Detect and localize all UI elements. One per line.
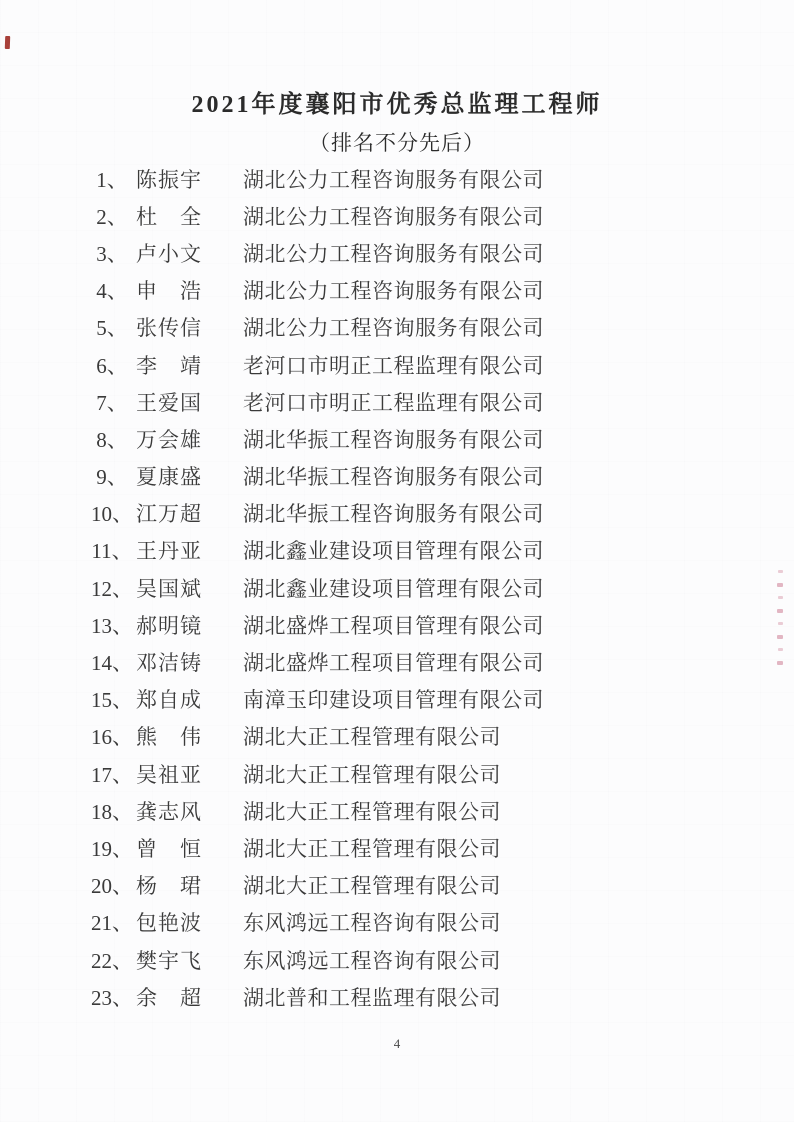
- entry-company: 湖北华振工程咨询服务有限公司: [243, 502, 544, 527]
- list-item: [0, 606, 794, 643]
- entry-number: 5、: [96, 316, 128, 341]
- list-item: [0, 532, 794, 569]
- entry-number: 22、: [91, 948, 133, 973]
- page-title: 2021年度襄阳市优秀总监理工程师: [191, 92, 603, 118]
- scan-artifact-mark: [778, 648, 783, 651]
- entry-name: 李 靖: [136, 353, 202, 378]
- entry-company: 老河口市明正工程监理有限公司: [243, 353, 544, 378]
- entry-name: 万会雄: [136, 427, 202, 452]
- entry-name: 包艳波: [136, 911, 202, 936]
- entry-name: 熊 伟: [136, 725, 202, 750]
- list-item: [0, 420, 794, 457]
- list-item: [0, 383, 794, 420]
- entry-company: 湖北公力工程咨询服务有限公司: [243, 279, 544, 304]
- entry-name: 曾 恒: [136, 836, 202, 861]
- scan-artifact-mark: [778, 570, 783, 573]
- page-subtitle: （排名不分先后）: [309, 131, 485, 155]
- entry-name: 郑自成: [136, 688, 202, 713]
- entry-number: 2、: [96, 204, 128, 229]
- entry-company: 湖北公力工程咨询服务有限公司: [243, 241, 544, 266]
- scan-artifact-mark: [777, 583, 783, 587]
- entry-number: 7、: [96, 390, 128, 415]
- entry-name: 吴国斌: [136, 576, 202, 601]
- list-item: [0, 755, 794, 792]
- entry-number: 1、: [96, 167, 128, 192]
- entry-company: 湖北公力工程咨询服务有限公司: [243, 316, 544, 341]
- entry-name: 王丹亚: [136, 539, 202, 564]
- entry-number: 11、: [91, 539, 133, 564]
- entry-name: 郝明镜: [136, 613, 202, 638]
- list-item: [0, 272, 794, 309]
- list-item: [0, 197, 794, 234]
- entry-number: 9、: [96, 465, 128, 490]
- entry-name: 杨 珺: [136, 874, 202, 899]
- entry-name: 王爱国: [136, 390, 202, 415]
- scan-artifact-mark: [777, 661, 783, 665]
- scan-artifact-mark: [778, 596, 783, 599]
- page-number: 4: [393, 1036, 401, 1051]
- entry-name: 申 浩: [136, 279, 202, 304]
- entry-number: 15、: [91, 688, 133, 713]
- entry-number: 10、: [91, 502, 133, 527]
- list-item: [0, 643, 794, 680]
- entry-number: 4、: [96, 279, 128, 304]
- entry-number: 18、: [91, 799, 133, 824]
- scan-artifact-mark: [777, 609, 783, 613]
- entry-name: 张传信: [136, 316, 202, 341]
- entry-name: 龚志风: [136, 799, 202, 824]
- entry-number: 20、: [91, 874, 133, 899]
- entry-name: 卢小文: [136, 241, 202, 266]
- list-item: [0, 867, 794, 904]
- entry-company: 湖北大正工程管理有限公司: [243, 762, 501, 787]
- entry-name: 杜 全: [136, 204, 202, 229]
- list-item: [0, 495, 794, 532]
- list-item: [0, 346, 794, 383]
- entry-company: 湖北盛烨工程项目管理有限公司: [243, 651, 544, 676]
- entry-company: 老河口市明正工程监理有限公司: [243, 390, 544, 415]
- entry-number: 21、: [91, 911, 133, 936]
- entry-company: 湖北公力工程咨询服务有限公司: [243, 204, 544, 229]
- scan-artifact-mark: [778, 622, 783, 625]
- entry-number: 23、: [91, 985, 133, 1010]
- list-item: [0, 160, 794, 197]
- entry-company: 南漳玉印建设项目管理有限公司: [243, 688, 544, 713]
- list-item: [0, 681, 794, 718]
- list-item: [0, 234, 794, 271]
- entry-company: 东风鸿远工程咨询有限公司: [243, 911, 501, 936]
- list-item: [0, 792, 794, 829]
- entry-company: 湖北普和工程监理有限公司: [243, 985, 501, 1010]
- entry-number: 8、: [96, 427, 128, 452]
- list-item: [0, 309, 794, 346]
- entry-company: 东风鸿远工程咨询有限公司: [243, 948, 501, 973]
- entry-company: 湖北大正工程管理有限公司: [243, 836, 501, 861]
- entry-company: 湖北大正工程管理有限公司: [243, 799, 501, 824]
- entry-company: 湖北大正工程管理有限公司: [243, 874, 501, 899]
- list-item: [0, 941, 794, 978]
- scan-artifact-mark: [777, 635, 783, 639]
- scan-artifact-red-mark: [5, 36, 10, 49]
- entry-company: 湖北公力工程咨询服务有限公司: [243, 167, 544, 192]
- entry-name: 吴祖亚: [136, 762, 202, 787]
- list-item: [0, 718, 794, 755]
- entry-name: 陈振宇: [136, 167, 202, 192]
- entry-company: 湖北盛烨工程项目管理有限公司: [243, 613, 544, 638]
- list-item: [0, 458, 794, 495]
- entry-company: 湖北鑫业建设项目管理有限公司: [243, 576, 544, 601]
- entry-name: 邓洁铸: [136, 651, 202, 676]
- entry-number: 14、: [91, 651, 133, 676]
- scan-artifact-edge-marks: [774, 570, 786, 665]
- entry-company: 湖北华振工程咨询服务有限公司: [243, 427, 544, 452]
- list-item: [0, 569, 794, 606]
- entry-number: 19、: [91, 836, 133, 861]
- entry-name: 余 超: [136, 985, 202, 1010]
- entry-number: 13、: [91, 613, 133, 638]
- entry-list: [0, 160, 794, 1015]
- list-item: [0, 904, 794, 941]
- entry-name: 夏康盛: [136, 465, 202, 490]
- list-item: [0, 978, 794, 1015]
- list-item: [0, 829, 794, 866]
- entry-company: 湖北华振工程咨询服务有限公司: [243, 465, 544, 490]
- entry-name: 江万超: [136, 502, 202, 527]
- entry-company: 湖北鑫业建设项目管理有限公司: [243, 539, 544, 564]
- entry-number: 6、: [96, 353, 128, 378]
- entry-company: 湖北大正工程管理有限公司: [243, 725, 501, 750]
- entry-name: 樊宇飞: [136, 948, 202, 973]
- entry-number: 17、: [91, 762, 133, 787]
- entry-number: 16、: [91, 725, 133, 750]
- entry-number: 3、: [96, 241, 128, 266]
- entry-number: 12、: [91, 576, 133, 601]
